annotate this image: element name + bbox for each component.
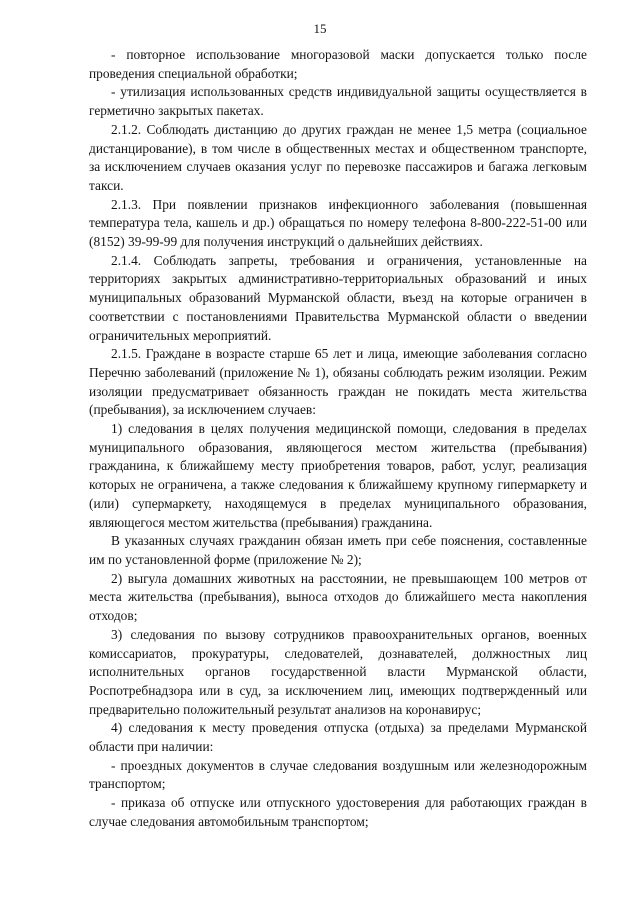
sub-item-travel-documents: - проездных документов в случае следования воздушным или железнодорожным транспортом; [89,757,587,792]
document-body [89,46,587,832]
list-item-1: 1) следования в целях получения медицинской помощи, следования в пределах муниципального образования, являющегося местом жительства (пребывания) гражданина, к ближайшему месту приобретения товаров, работ, услуг, реализация которых не ограничена, а также следования к ближайшему крупному гипермаркету и (или) супермаркету, находящемуся в пределах муниципального образования, являющегося местом жительства (пребывания) гражданина. [89,421,587,530]
paragraph-explanations: В указанных случаях гражданин обязан иметь при себе пояснения, составленные им по установленной форме (приложение № 2); [89,533,587,567]
list-item-2: 2) выгула домашних животных на расстоянии, не превышающем 100 метров от места жительства (пребывания), выноса отходов до ближайшего места накопления отходов; [89,570,587,624]
paragraph-2-1-2: 2.1.2. Соблюдать дистанцию до других граждан не менее 1,5 метра (социальное дистанцирование), в том числе в общественных местах и общественном транспорте, за исключением случаев оказания услуг по перевозке пассажиров и багажа легковым такси. [89,121,587,193]
paragraph-2-1-4: 2.1.4. Соблюдать запреты, требования и ограничения, установленные на территориях закрытых административно-территориальных образований и иных муниципальных образований Мурманской области, въезд на которые ограничен в соответствии с постановлениями Правительства Мурманской области о введении ограничительных мероприятий. [89,252,587,343]
paragraph-ppe-disposal: - утилизация использованных средств индивидуальной защиты осуществляется в герметично закрытых пакетах. [89,84,587,119]
page-number: 15 [313,21,327,36]
paragraph-2-1-5: 2.1.5. Граждане в возрасте старше 65 лет и лица, имеющие заболевания согласно Перечню заболеваний (приложение № 1), обязаны соблюдать режим изоляции. Режим изоляции предусматривает обязанность граждан не покидать места жительства (пребывания), за исключением случаев: [89,346,587,418]
paragraph-2-1-3: 2.1.3. При появлении признаков инфекционного заболевания (повышенная температура тела, кашель и др.) обращаться по номеру телефона 8-800-222-51-00 или (8152) 39-99-99 для получения инструкций о дальнейших действиях. [89,196,587,250]
list-item-3: 3) следования по вызову сотрудников правоохранительных органов, военных комиссариатов, прокуратуры, следователей, дознавателей, должностных лиц исполнительных органов государственной власти Мурманской области, Роспотребнадзора или в суд, за исключением лиц, имеющих подтвержденный или предварительно положительный результат анализов на коронавирус; [89,626,587,717]
paragraph-mask-reuse: - повторное использование многоразовой маски допускается только после проведения специальной обработки; [89,47,587,81]
list-item-4: 4) следования к месту проведения отпуска (отдыха) за пределами Мурманской области при наличии: [89,720,587,755]
sub-item-vacation-order: - приказа об отпуске или отпускного удостоверения для работающих граждан в случае следования автомобильным транспортом; [89,795,587,829]
